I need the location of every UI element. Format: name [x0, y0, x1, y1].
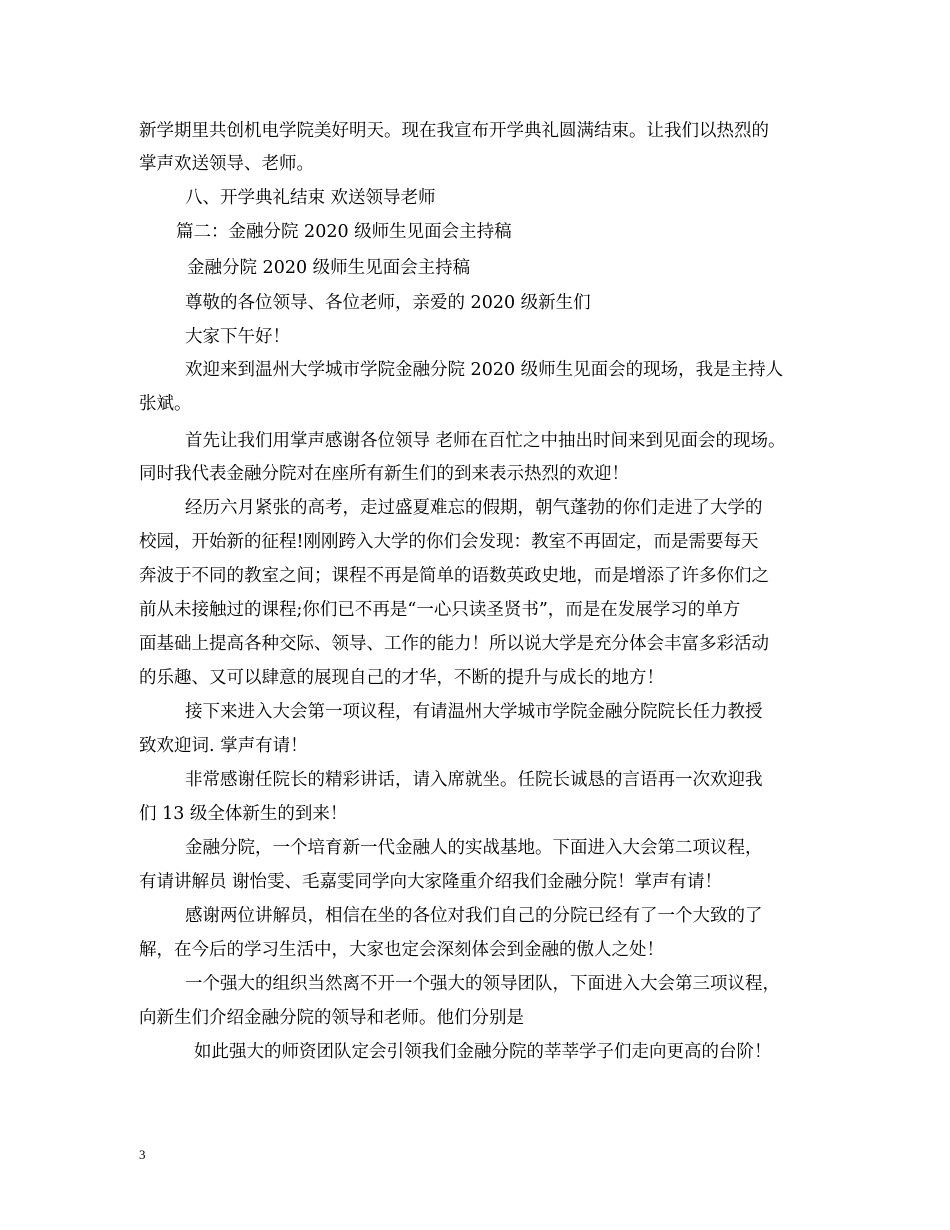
- article-heading: 篇二：金融分院 2020 级师生见面会主持稿: [176, 222, 512, 242]
- text-line: 接下来进入大会第一项议程，有请温州大学城市学院金融分院院长任力教授: [185, 702, 763, 722]
- text-line: 首先让我们用掌声感谢各位领导 老师在百忙之中抽出时间来到见面会的现场。: [185, 431, 786, 451]
- text-line: 解，在今后的学习生活中，大家也定会深刻体会到金融的傲人之处！: [139, 940, 664, 960]
- text-line: 面基础上提高各种交际、领导、工作的能力！所以说大学是充分体会丰富多彩活动: [139, 634, 769, 654]
- text-line: 张斌。: [139, 394, 192, 414]
- text-line: 奔波于不同的教室之间；课程不再是简单的语数英政史地，而是增添了许多你们之: [139, 566, 769, 586]
- text-line: 掌声欢送领导、老师。: [139, 154, 314, 174]
- text-line: 前从未接触过的课程;你们已不再是“一心只读圣贤书”，而是在发展学习的单方: [139, 600, 741, 620]
- text-line: 致欢迎词. 掌声有请！: [139, 736, 308, 756]
- text-line: 非常感谢任院长的精彩讲话，请入席就坐。任院长诚恳的言语再一次欢迎我: [185, 770, 763, 790]
- text-line: 校园，开始新的征程!刚刚跨入大学的你们会发现：教室不再固定，而是需要每天: [139, 532, 759, 552]
- text-line: 经历六月紧张的高考，走过盛夏难忘的假期，朝气蓬勃的你们走进了大学的: [185, 498, 763, 518]
- text-line: 向新生们介绍金融分院的领导和老师。他们分别是: [139, 1008, 524, 1028]
- text-line: 感谢两位讲解员，相信在坐的各位对我们自己的分院已经有了一个大致的了: [185, 906, 763, 926]
- text-line: 一个强大的组织当然离不开一个强大的领导团队，下面进入大会第三项议程，: [185, 974, 780, 994]
- text-line: 金融分院，一个培育新一代金融人的实战基地。下面进入大会第二项议程，: [185, 838, 763, 858]
- text-line: 们 13 级全体新生的到来！: [139, 804, 348, 824]
- text-line: 同时我代表金融分院对在座所有新生们的到来表示热烈的欢迎！: [139, 464, 629, 484]
- greeting: 大家下午好！: [185, 327, 290, 347]
- section-heading: 八、开学典礼结束 欢送领导老师: [185, 188, 436, 208]
- text-line: 如此强大的师资团队定会引领我们金融分院的莘莘学子们走向更高的台阶！: [194, 1042, 772, 1062]
- page-number: 3: [139, 1147, 146, 1162]
- text-line: 的乐趣、又可以肆意的展现自己的才华，不断的提升与成长的地方！: [139, 668, 664, 688]
- text-line: 新学期里共创机电学院美好明天。现在我宣布开学典礼圆满结束。让我们以热烈的: [139, 121, 769, 141]
- article-title: 金融分院 2020 级师生见面会主持稿: [187, 258, 471, 278]
- text-line: 有请讲解员 谢怡雯、毛嘉雯同学向大家隆重介绍我们金融分院！掌声有请！: [139, 872, 723, 892]
- salutation: 尊敬的各位领导、各位老师，亲爱的 2020 级新生们: [185, 293, 591, 313]
- text-line: 欢迎来到温州大学城市学院金融分院 2020 级师生见面会的现场，我是主持人: [185, 360, 784, 380]
